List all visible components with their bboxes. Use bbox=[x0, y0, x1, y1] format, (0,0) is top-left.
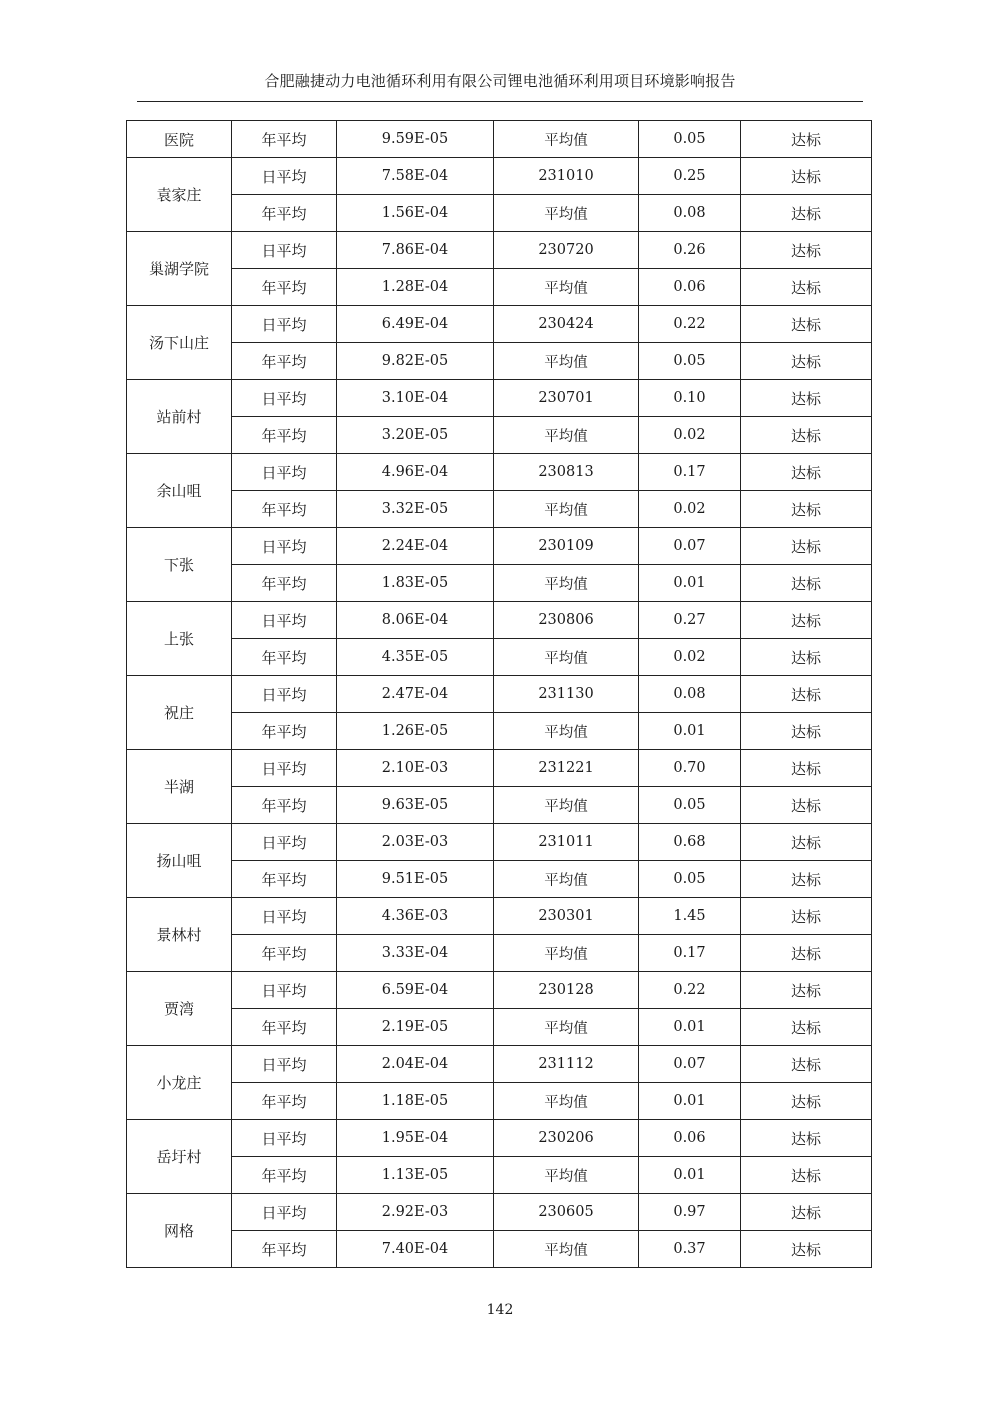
avg-type-cell: 日平均 bbox=[232, 1046, 337, 1083]
ratio-cell: 0.07 bbox=[639, 528, 741, 565]
table-row bbox=[127, 454, 872, 491]
avg-type-cell: 年平均 bbox=[232, 417, 337, 454]
occurrence-time-cell: 230128 bbox=[494, 972, 639, 1009]
location-cell: 半湖 bbox=[127, 750, 232, 824]
ratio-cell: 0.08 bbox=[639, 195, 741, 232]
concentration-cell: 1.56E-04 bbox=[337, 195, 494, 232]
compliance-cell: 达标 bbox=[741, 935, 872, 972]
concentration-cell: 1.26E-05 bbox=[337, 713, 494, 750]
occurrence-time-cell: 平均值 bbox=[494, 491, 639, 528]
table-row bbox=[127, 898, 872, 935]
compliance-cell: 达标 bbox=[741, 380, 872, 417]
ratio-cell: 0.05 bbox=[639, 787, 741, 824]
concentration-cell: 6.59E-04 bbox=[337, 972, 494, 1009]
table-row bbox=[127, 343, 872, 380]
ratio-cell: 0.70 bbox=[639, 750, 741, 787]
concentration-cell: 8.06E-04 bbox=[337, 602, 494, 639]
occurrence-time-cell: 231011 bbox=[494, 824, 639, 861]
concentration-cell: 2.47E-04 bbox=[337, 676, 494, 713]
avg-type-cell: 日平均 bbox=[232, 380, 337, 417]
concentration-cell: 1.28E-04 bbox=[337, 269, 494, 306]
occurrence-time-cell: 平均值 bbox=[494, 269, 639, 306]
occurrence-time-cell: 230206 bbox=[494, 1120, 639, 1157]
avg-type-cell: 年平均 bbox=[232, 1083, 337, 1120]
concentration-cell: 1.95E-04 bbox=[337, 1120, 494, 1157]
compliance-cell: 达标 bbox=[741, 528, 872, 565]
occurrence-time-cell: 231130 bbox=[494, 676, 639, 713]
table-row bbox=[127, 639, 872, 676]
concentration-cell: 2.92E-03 bbox=[337, 1194, 494, 1231]
location-cell: 巢湖学院 bbox=[127, 232, 232, 306]
table-row bbox=[127, 1120, 872, 1157]
compliance-cell: 达标 bbox=[741, 602, 872, 639]
table-row bbox=[127, 861, 872, 898]
concentration-cell: 2.04E-04 bbox=[337, 1046, 494, 1083]
ratio-cell: 0.37 bbox=[639, 1231, 741, 1268]
occurrence-time-cell: 平均值 bbox=[494, 417, 639, 454]
location-cell: 余山咀 bbox=[127, 454, 232, 528]
compliance-cell: 达标 bbox=[741, 491, 872, 528]
avg-type-cell: 日平均 bbox=[232, 602, 337, 639]
location-cell: 祝庄 bbox=[127, 676, 232, 750]
avg-type-cell: 日平均 bbox=[232, 158, 337, 195]
compliance-cell: 达标 bbox=[741, 898, 872, 935]
page-number: 142 bbox=[486, 1302, 514, 1318]
concentration-cell: 2.10E-03 bbox=[337, 750, 494, 787]
ratio-cell: 0.06 bbox=[639, 269, 741, 306]
table-row bbox=[127, 1194, 872, 1231]
table-row bbox=[127, 676, 872, 713]
occurrence-time-cell: 平均值 bbox=[494, 1083, 639, 1120]
location-cell: 站前村 bbox=[127, 380, 232, 454]
avg-type-cell: 日平均 bbox=[232, 306, 337, 343]
table-row bbox=[127, 1231, 872, 1268]
concentration-cell: 2.24E-04 bbox=[337, 528, 494, 565]
location-cell: 岳圩村 bbox=[127, 1120, 232, 1194]
occurrence-time-cell: 平均值 bbox=[494, 1009, 639, 1046]
ratio-cell: 0.97 bbox=[639, 1194, 741, 1231]
compliance-cell: 达标 bbox=[741, 158, 872, 195]
table-row bbox=[127, 713, 872, 750]
occurrence-time-cell: 230813 bbox=[494, 454, 639, 491]
ratio-cell: 0.07 bbox=[639, 1046, 741, 1083]
compliance-cell: 达标 bbox=[741, 787, 872, 824]
avg-type-cell: 日平均 bbox=[232, 824, 337, 861]
table-row bbox=[127, 306, 872, 343]
ratio-cell: 0.26 bbox=[639, 232, 741, 269]
occurrence-time-cell: 平均值 bbox=[494, 639, 639, 676]
occurrence-time-cell: 平均值 bbox=[494, 343, 639, 380]
compliance-cell: 达标 bbox=[741, 1120, 872, 1157]
concentration-table bbox=[126, 120, 872, 1268]
avg-type-cell: 年平均 bbox=[232, 861, 337, 898]
occurrence-time-cell: 231221 bbox=[494, 750, 639, 787]
avg-type-cell: 年平均 bbox=[232, 1231, 337, 1268]
compliance-cell: 达标 bbox=[741, 454, 872, 491]
occurrence-time-cell: 231010 bbox=[494, 158, 639, 195]
concentration-cell: 3.33E-04 bbox=[337, 935, 494, 972]
occurrence-time-cell: 230806 bbox=[494, 602, 639, 639]
table-row bbox=[127, 158, 872, 195]
table-row bbox=[127, 195, 872, 232]
avg-type-cell: 日平均 bbox=[232, 454, 337, 491]
ratio-cell: 0.68 bbox=[639, 824, 741, 861]
avg-type-cell: 年平均 bbox=[232, 565, 337, 602]
location-cell: 汤下山庄 bbox=[127, 306, 232, 380]
table-row bbox=[127, 1157, 872, 1194]
occurrence-time-cell: 平均值 bbox=[494, 1231, 639, 1268]
location-cell: 网格 bbox=[127, 1194, 232, 1268]
ratio-cell: 0.05 bbox=[639, 861, 741, 898]
avg-type-cell: 年平均 bbox=[232, 1157, 337, 1194]
avg-type-cell: 年平均 bbox=[232, 787, 337, 824]
concentration-cell: 3.32E-05 bbox=[337, 491, 494, 528]
compliance-cell: 达标 bbox=[741, 750, 872, 787]
location-cell: 贾湾 bbox=[127, 972, 232, 1046]
avg-type-cell: 年平均 bbox=[232, 1009, 337, 1046]
ratio-cell: 0.25 bbox=[639, 158, 741, 195]
concentration-cell: 3.20E-05 bbox=[337, 417, 494, 454]
compliance-cell: 达标 bbox=[741, 121, 872, 158]
ratio-cell: 0.05 bbox=[639, 121, 741, 158]
avg-type-cell: 日平均 bbox=[232, 528, 337, 565]
ratio-cell: 0.10 bbox=[639, 380, 741, 417]
table-row bbox=[127, 1009, 872, 1046]
location-cell: 医院 bbox=[127, 121, 232, 158]
compliance-cell: 达标 bbox=[741, 1157, 872, 1194]
compliance-cell: 达标 bbox=[741, 639, 872, 676]
location-cell: 下张 bbox=[127, 528, 232, 602]
compliance-cell: 达标 bbox=[741, 676, 872, 713]
concentration-cell: 1.83E-05 bbox=[337, 565, 494, 602]
ratio-cell: 0.01 bbox=[639, 1083, 741, 1120]
avg-type-cell: 年平均 bbox=[232, 195, 337, 232]
table-row bbox=[127, 269, 872, 306]
location-cell: 小龙庄 bbox=[127, 1046, 232, 1120]
ratio-cell: 0.06 bbox=[639, 1120, 741, 1157]
compliance-cell: 达标 bbox=[741, 232, 872, 269]
occurrence-time-cell: 230605 bbox=[494, 1194, 639, 1231]
avg-type-cell: 年平均 bbox=[232, 343, 337, 380]
occurrence-time-cell: 230720 bbox=[494, 232, 639, 269]
location-cell: 扬山咀 bbox=[127, 824, 232, 898]
avg-type-cell: 年平均 bbox=[232, 121, 337, 158]
table-row bbox=[127, 1083, 872, 1120]
compliance-cell: 达标 bbox=[741, 1231, 872, 1268]
occurrence-time-cell: 平均值 bbox=[494, 121, 639, 158]
ratio-cell: 0.01 bbox=[639, 565, 741, 602]
ratio-cell: 0.17 bbox=[639, 935, 741, 972]
ratio-cell: 0.08 bbox=[639, 676, 741, 713]
table-body bbox=[127, 121, 872, 1268]
table-row bbox=[127, 1046, 872, 1083]
ratio-cell: 0.17 bbox=[639, 454, 741, 491]
table-row bbox=[127, 602, 872, 639]
avg-type-cell: 年平均 bbox=[232, 713, 337, 750]
concentration-cell: 3.10E-04 bbox=[337, 380, 494, 417]
concentration-cell: 2.03E-03 bbox=[337, 824, 494, 861]
concentration-cell: 4.35E-05 bbox=[337, 639, 494, 676]
concentration-cell: 6.49E-04 bbox=[337, 306, 494, 343]
concentration-cell: 4.96E-04 bbox=[337, 454, 494, 491]
occurrence-time-cell: 平均值 bbox=[494, 1157, 639, 1194]
ratio-cell: 0.02 bbox=[639, 639, 741, 676]
ratio-cell: 0.27 bbox=[639, 602, 741, 639]
ratio-cell: 0.02 bbox=[639, 491, 741, 528]
location-cell: 袁家庄 bbox=[127, 158, 232, 232]
ratio-cell: 0.02 bbox=[639, 417, 741, 454]
avg-type-cell: 日平均 bbox=[232, 1194, 337, 1231]
concentration-cell: 7.40E-04 bbox=[337, 1231, 494, 1268]
ratio-cell: 0.01 bbox=[639, 713, 741, 750]
ratio-cell: 0.22 bbox=[639, 306, 741, 343]
avg-type-cell: 日平均 bbox=[232, 750, 337, 787]
location-cell: 景林村 bbox=[127, 898, 232, 972]
avg-type-cell: 日平均 bbox=[232, 1120, 337, 1157]
concentration-cell: 9.63E-05 bbox=[337, 787, 494, 824]
avg-type-cell: 日平均 bbox=[232, 676, 337, 713]
table-row bbox=[127, 380, 872, 417]
location-cell: 上张 bbox=[127, 602, 232, 676]
avg-type-cell: 日平均 bbox=[232, 898, 337, 935]
occurrence-time-cell: 平均值 bbox=[494, 861, 639, 898]
occurrence-time-cell: 230301 bbox=[494, 898, 639, 935]
table-row bbox=[127, 750, 872, 787]
concentration-cell: 9.82E-05 bbox=[337, 343, 494, 380]
ratio-cell: 1.45 bbox=[639, 898, 741, 935]
compliance-cell: 达标 bbox=[741, 565, 872, 602]
concentration-cell: 4.36E-03 bbox=[337, 898, 494, 935]
concentration-cell: 9.59E-05 bbox=[337, 121, 494, 158]
concentration-cell: 2.19E-05 bbox=[337, 1009, 494, 1046]
avg-type-cell: 年平均 bbox=[232, 269, 337, 306]
avg-type-cell: 年平均 bbox=[232, 639, 337, 676]
table-row bbox=[127, 565, 872, 602]
occurrence-time-cell: 平均值 bbox=[494, 787, 639, 824]
compliance-cell: 达标 bbox=[741, 343, 872, 380]
occurrence-time-cell: 平均值 bbox=[494, 195, 639, 232]
ratio-cell: 0.05 bbox=[639, 343, 741, 380]
ratio-cell: 0.01 bbox=[639, 1009, 741, 1046]
concentration-cell: 7.86E-04 bbox=[337, 232, 494, 269]
occurrence-time-cell: 230701 bbox=[494, 380, 639, 417]
occurrence-time-cell: 平均值 bbox=[494, 565, 639, 602]
avg-type-cell: 日平均 bbox=[232, 232, 337, 269]
table-row bbox=[127, 491, 872, 528]
occurrence-time-cell: 平均值 bbox=[494, 935, 639, 972]
compliance-cell: 达标 bbox=[741, 306, 872, 343]
compliance-cell: 达标 bbox=[741, 824, 872, 861]
concentration-cell: 7.58E-04 bbox=[337, 158, 494, 195]
report-header-title: 合肥融捷动力电池循环利用有限公司锂电池循环利用项目环境影响报告 bbox=[264, 72, 736, 90]
table-row bbox=[127, 121, 872, 158]
table-row bbox=[127, 528, 872, 565]
table-row bbox=[127, 935, 872, 972]
occurrence-time-cell: 231112 bbox=[494, 1046, 639, 1083]
table-row bbox=[127, 787, 872, 824]
avg-type-cell: 年平均 bbox=[232, 935, 337, 972]
compliance-cell: 达标 bbox=[741, 972, 872, 1009]
occurrence-time-cell: 平均值 bbox=[494, 713, 639, 750]
compliance-cell: 达标 bbox=[741, 1046, 872, 1083]
compliance-cell: 达标 bbox=[741, 269, 872, 306]
concentration-cell: 1.13E-05 bbox=[337, 1157, 494, 1194]
table-row bbox=[127, 824, 872, 861]
compliance-cell: 达标 bbox=[741, 1009, 872, 1046]
compliance-cell: 达标 bbox=[741, 713, 872, 750]
compliance-cell: 达标 bbox=[741, 861, 872, 898]
ratio-cell: 0.01 bbox=[639, 1157, 741, 1194]
concentration-cell: 1.18E-05 bbox=[337, 1083, 494, 1120]
avg-type-cell: 年平均 bbox=[232, 491, 337, 528]
table-row bbox=[127, 417, 872, 454]
avg-type-cell: 日平均 bbox=[232, 972, 337, 1009]
table-row bbox=[127, 232, 872, 269]
compliance-cell: 达标 bbox=[741, 417, 872, 454]
occurrence-time-cell: 230109 bbox=[494, 528, 639, 565]
concentration-cell: 9.51E-05 bbox=[337, 861, 494, 898]
occurrence-time-cell: 230424 bbox=[494, 306, 639, 343]
compliance-cell: 达标 bbox=[741, 1083, 872, 1120]
compliance-cell: 达标 bbox=[741, 1194, 872, 1231]
compliance-cell: 达标 bbox=[741, 195, 872, 232]
ratio-cell: 0.22 bbox=[639, 972, 741, 1009]
header-divider bbox=[137, 101, 863, 102]
table-row bbox=[127, 972, 872, 1009]
